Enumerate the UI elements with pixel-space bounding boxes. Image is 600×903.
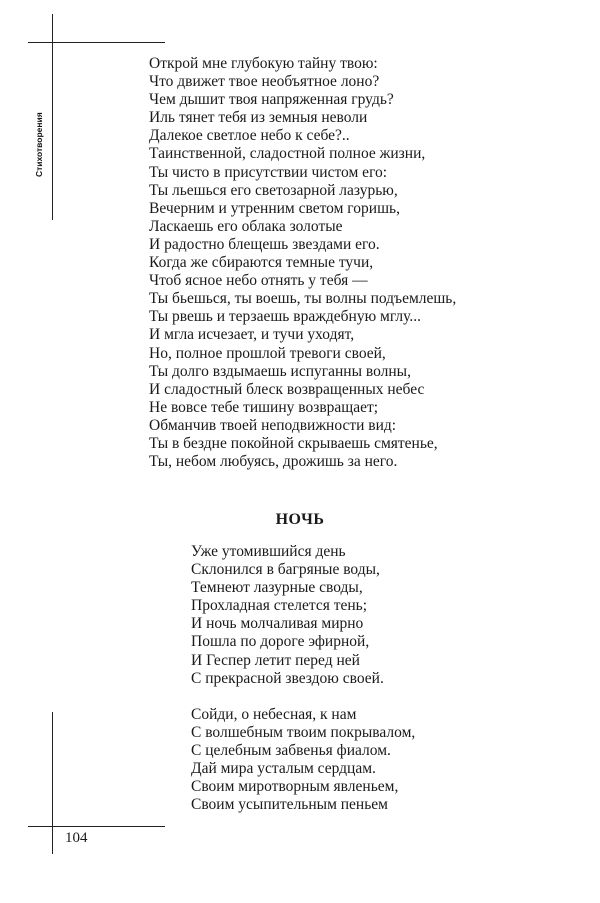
top-rule [28, 42, 165, 43]
poem-line: Ты, небом любуясь, дрожишь за него. [149, 453, 398, 471]
poem-line: Когда же сбираются темные тучи, [149, 254, 374, 272]
poem-stanza [191, 706, 415, 815]
poem-stanza [191, 543, 384, 688]
section-label: Стихотворения [34, 112, 44, 178]
poem-line: Ты льешься его светозарной лазурью, [149, 181, 398, 199]
poem-line: Не вовсе тебе тишину возвращает; [149, 398, 379, 416]
poem-line: Ласкаешь его облака золотые [149, 217, 343, 235]
poem-line: Обманчив твоей неподвижности вид: [149, 416, 397, 434]
poem-line: Ты рвешь и терзаешь враждебную мглу... [149, 308, 421, 326]
poem-line: Ты долго вздымаешь испуганны волны, [149, 362, 411, 380]
poem-line: Что движет твое необъятное лоно? [149, 73, 380, 91]
poem-line: Своим усыпительным пеньем [191, 796, 388, 814]
poem-line: Дай мира усталым сердцам. [191, 760, 376, 778]
poem-line: Сойди, о небесная, к нам [191, 706, 357, 723]
poem-line: Ты чисто в присутствии чистом его: [149, 163, 388, 181]
poem-line: И Геспер летит перед ней [191, 651, 360, 669]
poem-line: Ты бьешься, ты воешь, ты волны подъемлешь, [149, 290, 457, 308]
poem-line: Уже утомившийся день [191, 543, 346, 560]
top-vertical-rule [52, 14, 53, 220]
poem-line: Пошла по дороге эфирной, [191, 633, 370, 651]
poem-title: НОЧЬ [275, 511, 325, 528]
poem-line: Своим миротворным явленьем, [191, 778, 399, 796]
poem-line: Ты в бездне покойной скрываешь смятенье, [149, 434, 438, 452]
poem-line: И радостно блещешь звездами его. [149, 235, 380, 253]
poem-line: Чем дышит твоя напряженная грудь? [149, 91, 394, 109]
poem-line: Прохладная стелется тень; [191, 597, 368, 615]
poem-line: И ночь молчаливая мирно [191, 615, 364, 633]
poem-text [149, 55, 456, 471]
poem-line: Таинственной, сладостной полное жизни, [149, 145, 426, 163]
poem-line: Но, полное прошлой тревоги своей, [149, 344, 386, 362]
poem-line: Темнеют лазурные своды, [191, 579, 363, 597]
poem-line: Чтоб ясное небо отнять у тебя — [149, 272, 368, 290]
poem-line: С волшебным твоим покрывалом, [191, 724, 416, 742]
poem-line: Склонился в багряные воды, [191, 561, 380, 579]
poem-line: И мгла исчезает, и тучи уходят, [149, 326, 355, 344]
bottom-rule [28, 826, 165, 827]
poem-line: Далекое светлое небо к себе?.. [149, 127, 350, 145]
page-number: 104 [65, 830, 88, 846]
poem-line: С целебным забвенья фиалом. [191, 742, 391, 760]
poem-line: Иль тянет тебя из земныя неволи [149, 109, 368, 127]
poem-line: Открой мне глубокую тайну твою: [149, 55, 378, 72]
bottom-vertical-rule [52, 712, 53, 854]
poem-line: С прекрасной звездою своей. [191, 669, 384, 687]
poem-line: И сладостный блеск возвращенных небес [149, 380, 425, 398]
poem-line: Вечерним и утренним светом горишь, [149, 199, 400, 217]
